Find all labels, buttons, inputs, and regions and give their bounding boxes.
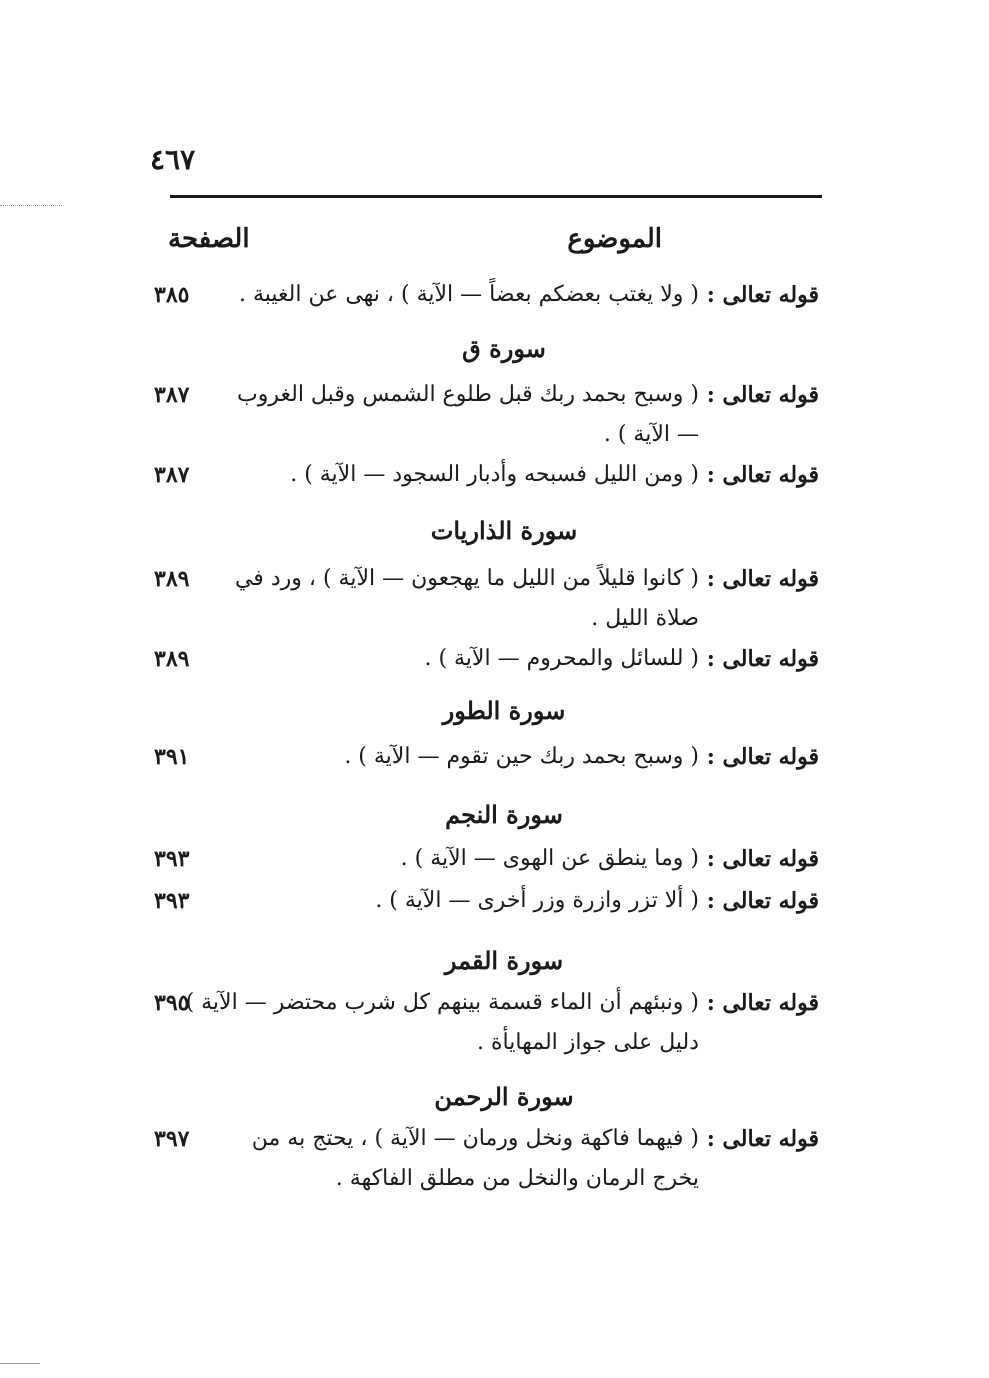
- margin-mark: [0, 205, 62, 207]
- column-header-topic: الموضوع: [567, 224, 662, 254]
- entry-text: ( ألا تزر وازرة وزر أخرى — الآية ) .: [375, 888, 699, 913]
- column-header-page: الصفحة: [168, 224, 250, 254]
- entry-prefix: قوله تعالى :: [706, 744, 819, 770]
- entry-page-number: ٣٨٩: [154, 566, 190, 592]
- entry-text: ( كانوا قليلاً من الليل ما يهجعون — الآية ) ، ورد في: [234, 566, 699, 591]
- entry-page-number: ٣٨٩: [154, 646, 190, 672]
- entry-page-number: ٣٨٧: [154, 382, 190, 408]
- entry-text-continued: يخرج الرمان والنخل من مطلق الفاكهة .: [335, 1166, 699, 1191]
- entry-text-continued: صلاة الليل .: [591, 606, 699, 631]
- entry-prefix: قوله تعالى :: [706, 282, 819, 308]
- surah-heading: سورة القمر: [444, 946, 564, 975]
- entry-text: ( فيهما فاكهة ونخل ورمان — الآية ) ، يحتج به من: [251, 1126, 699, 1151]
- surah-heading: سورة النجم: [445, 800, 563, 829]
- entry-text-continued: — الآية ) .: [603, 422, 699, 447]
- entry-text: ( ونبئهم أن الماء قسمة بينهم كل شرب محتضر — الآية ): [185, 990, 699, 1015]
- page-number: ٤٦٧: [150, 143, 196, 176]
- entry-prefix: قوله تعالى :: [706, 888, 819, 914]
- entry-prefix: قوله تعالى :: [706, 990, 819, 1016]
- entry-page-number: ٣٨٥: [154, 282, 190, 308]
- entry-page-number: ٣٨٧: [154, 462, 190, 488]
- entry-prefix: قوله تعالى :: [706, 646, 819, 672]
- entry-page-number: ٣٩٧: [154, 1126, 190, 1152]
- surah-heading: سورة الطور: [442, 696, 566, 725]
- entry-page-number: ٣٩٣: [154, 888, 190, 914]
- entry-page-number: ٣٩٥: [154, 990, 190, 1016]
- corner-line: [0, 1363, 40, 1364]
- entry-prefix: قوله تعالى :: [706, 566, 819, 592]
- entry-text: ( وسبح بحمد ربك حين تقوم — الآية ) .: [344, 744, 699, 769]
- entry-prefix: قوله تعالى :: [706, 846, 819, 872]
- entry-text: ( وسبح بحمد ربك قبل طلوع الشمس وقبل الغروب: [237, 382, 699, 407]
- entry-page-number: ٣٩١: [154, 744, 190, 770]
- surah-heading: سورة ق: [462, 334, 546, 363]
- surah-heading: سورة الرحمن: [434, 1082, 574, 1111]
- entry-prefix: قوله تعالى :: [706, 1126, 819, 1152]
- entry-page-number: ٣٩٣: [154, 846, 190, 872]
- header-rule: [170, 195, 822, 198]
- entry-text: ( ومن الليل فسبحه وأدبار السجود — الآية ) .: [290, 462, 699, 487]
- entry-text: ( وما ينطق عن الهوى — الآية ) .: [400, 846, 699, 871]
- entry-text: ( ولا يغتب بعضكم بعضاً — الآية ) ، نهى عن الغيبة .: [238, 282, 699, 307]
- entry-prefix: قوله تعالى :: [706, 462, 819, 488]
- entry-text: ( للسائل والمحروم — الآية ) .: [424, 646, 699, 671]
- entry-prefix: قوله تعالى :: [706, 382, 819, 408]
- surah-heading: سورة الذاريات: [430, 516, 578, 545]
- entry-text-continued: دليل على جواز المهايأة .: [477, 1030, 699, 1055]
